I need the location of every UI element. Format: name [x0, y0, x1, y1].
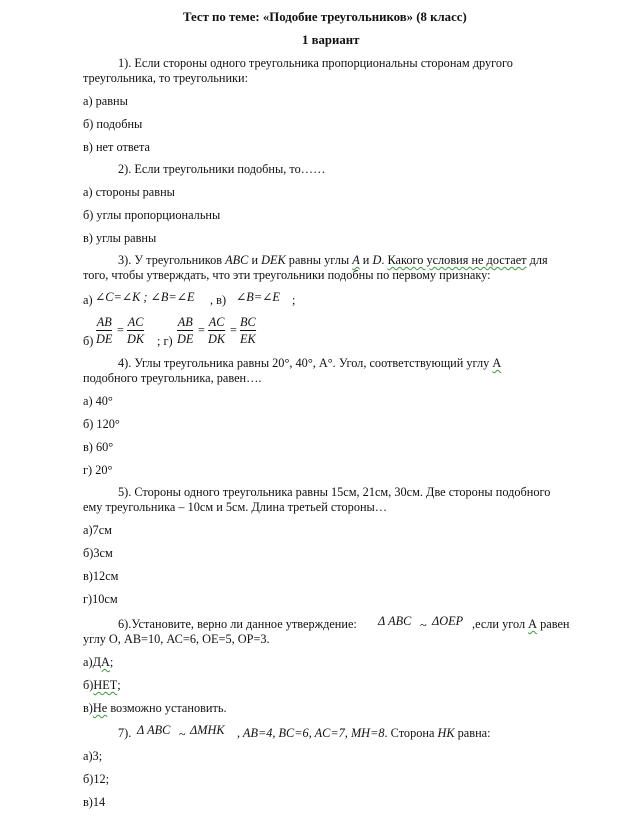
q3-option-g-label: ; г): [157, 334, 173, 348]
q6-option-a: а)ДА;: [83, 655, 114, 669]
q6-similar-sign: ~: [420, 618, 427, 632]
q7-option-b: б)12;: [83, 772, 110, 786]
q5-line-2: ему треугольника – 10см и 5см. Длина третьей стороны…: [83, 500, 388, 514]
q2-option-b: б) углы пропорциональны: [83, 208, 221, 222]
page-title: Тест по теме: «Подобие треугольников» (8 класс): [183, 10, 467, 24]
q4-line-1: 4). Углы треугольника равны 20°, 40°, А°. Угол, соответствующий углу А: [118, 356, 502, 370]
q3-g-equals-1: =: [198, 323, 205, 337]
q3-option-a-formula: ∠C=∠K ; ∠B=∠E: [95, 290, 195, 304]
q3-option-v-formula: ∠B=∠E: [236, 290, 280, 304]
q7-number: 7).: [118, 726, 132, 740]
q2-line-1: 2). Если треугольники подобны, то……: [118, 162, 326, 176]
q3-b-fraction-2: $\frac{AC}{DK}$: [127, 315, 145, 347]
q3-g-fraction-2: $\frac{AC}{DK}$: [208, 315, 226, 347]
q2-option-c: в) углы равны: [83, 231, 157, 245]
q4-option-b: б) 120°: [83, 417, 120, 431]
q5-option-d: г)10см: [83, 592, 118, 606]
q3-g-fraction-1: $\frac{AB}{DE}$: [177, 315, 194, 347]
q4-option-a: а) 40°: [83, 394, 113, 408]
q3-option-v-end: ;: [292, 293, 296, 307]
q7-similar-sign: ~: [179, 727, 186, 741]
q6-triangle-1: Δ ABC: [378, 614, 412, 628]
q5-line-1: 5). Стороны одного треугольника равны 15см, 21см, 30см. Две стороны подобного: [118, 485, 551, 499]
variant-heading: 1 вариант: [302, 33, 360, 47]
q3-b-fraction-1: $\frac{AB}{DE}$: [96, 315, 113, 347]
q6-statement-condition: ,если угол А равен: [472, 617, 570, 631]
q3-line-1: 3). У треугольников ABC и DEK равны углы A и D. Какого условия не достает для: [118, 253, 548, 267]
q4-line-2: подобного треугольника, равен….: [83, 371, 262, 385]
q5-option-a: а)7см: [83, 523, 112, 537]
q5-option-c: в)12см: [83, 569, 119, 583]
q6-line-2: углу О, АВ=10, АС=6, ОЕ=5, ОР=3.: [83, 632, 270, 646]
q5-option-b: б)3см: [83, 546, 113, 560]
q6-option-c: в)Не возможно установить.: [83, 701, 227, 715]
q2-option-a: а) стороны равны: [83, 185, 175, 199]
q6-triangle-2: ΔOEP: [432, 614, 464, 628]
q7-option-c: в)14: [83, 795, 106, 809]
q4-option-d: г) 20°: [83, 463, 113, 477]
q1-option-c: в) нет ответа: [83, 140, 150, 154]
q3-option-v-label: , в): [210, 293, 227, 307]
q3-option-a-label: а): [83, 293, 93, 307]
q3-option-b-label: б): [83, 334, 94, 348]
q3-line-2: того, чтобы утверждать, что эти треугольники подобны по первому признаку:: [83, 268, 491, 282]
q7-condition: , AB=4, BC=6, AC=7, MH=8. Сторона HK равна:: [237, 726, 491, 740]
q1-line-2: треугольника, то треугольники:: [83, 71, 249, 85]
q7-triangle-2: ΔMHK: [190, 723, 225, 737]
q1-option-a: а) равны: [83, 94, 128, 108]
q4-option-c: в) 60°: [83, 440, 114, 454]
q1-line-1: 1). Если стороны одного треугольника пропорциональны сторонам другого: [118, 56, 513, 70]
q6-option-b: б)НЕТ;: [83, 678, 121, 692]
q3-g-equals-2: =: [230, 323, 237, 337]
q1-option-b: б) подобны: [83, 117, 143, 131]
q3-g-fraction-3: $\frac{BC}{EK}$: [240, 315, 256, 347]
q3-b-equals: =: [117, 323, 124, 337]
q6-statement-intro: 6).Установите, верно ли данное утверждение:: [118, 617, 357, 631]
q7-triangle-1: Δ ABC: [137, 723, 171, 737]
q7-option-a: а)3;: [83, 749, 103, 763]
